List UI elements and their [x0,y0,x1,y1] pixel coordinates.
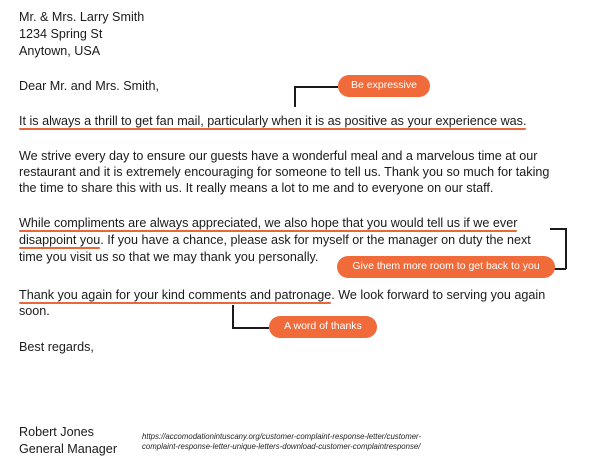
callout-pill-thanks: A word of thanks [269,316,377,338]
connector-room-vertical [565,228,567,269]
p2-line-2: restaurant and it is extremely encouraging for someone to tell us. Thank you so much for taking [19,165,550,179]
paragraph-1 [19,113,526,129]
p3-line-2-rest: . If you have a chance, please ask for myself or the manager on duty the next [100,233,531,247]
p4-line-1-rest: . We look forward to serving you again [331,288,546,302]
address-line-1: Mr. & Mrs. Larry Smith [19,10,145,24]
highlight-expressive: It is always a thrill to get fan mail, particularly when it is as positive as your experience was. [19,114,527,128]
signature-title: General Manager [19,442,118,456]
highlight-thanks: Thank you again for your kind comments and patronage [19,288,332,302]
source-line-2: complaint-response-letter-unique-letters-download-customer-complaintresponse/ [142,442,421,451]
p3-line-3: time you visit us so that we may thank you personally. [19,250,319,264]
callout-pill-expressive: Be expressive [338,75,430,97]
highlight-room-1: While compliments are always appreciated, we also hope that you would tell us if we ever [19,216,518,230]
connector-expressive-vertical [294,86,296,107]
p2-line-3: the time to share this with us. It really means a lot to me and to everyone on our staff. [19,181,494,195]
p3-line-1 [19,215,517,231]
p4-line-1 [19,287,545,303]
p3-line-2 [19,232,531,248]
connector-expressive-horizontal [294,86,338,88]
connector-room-bottom [553,268,566,270]
highlight-room-2: disappoint you [19,233,101,247]
signature-name: Robert Jones [19,425,94,439]
address-line-3: Anytown, USA [19,44,101,58]
address-line-2: 1234 Spring St [19,27,103,41]
connector-thanks-horizontal [232,327,269,329]
salutation: Dear Mr. and Mrs. Smith, [19,79,159,93]
p2-line-1: We strive every day to ensure our guests have a wonderful meal and a marvelous time at our [19,149,538,163]
connector-thanks-vertical [232,305,234,328]
callout-pill-room: Give them more room to get back to you [337,256,555,278]
p4-line-2: soon. [19,304,50,318]
closing: Best regards, [19,340,94,354]
source-line-1: https://accomodationintuscany.org/customer-complaint-response-letter/customer- [142,432,422,441]
connector-room-top [550,228,566,230]
